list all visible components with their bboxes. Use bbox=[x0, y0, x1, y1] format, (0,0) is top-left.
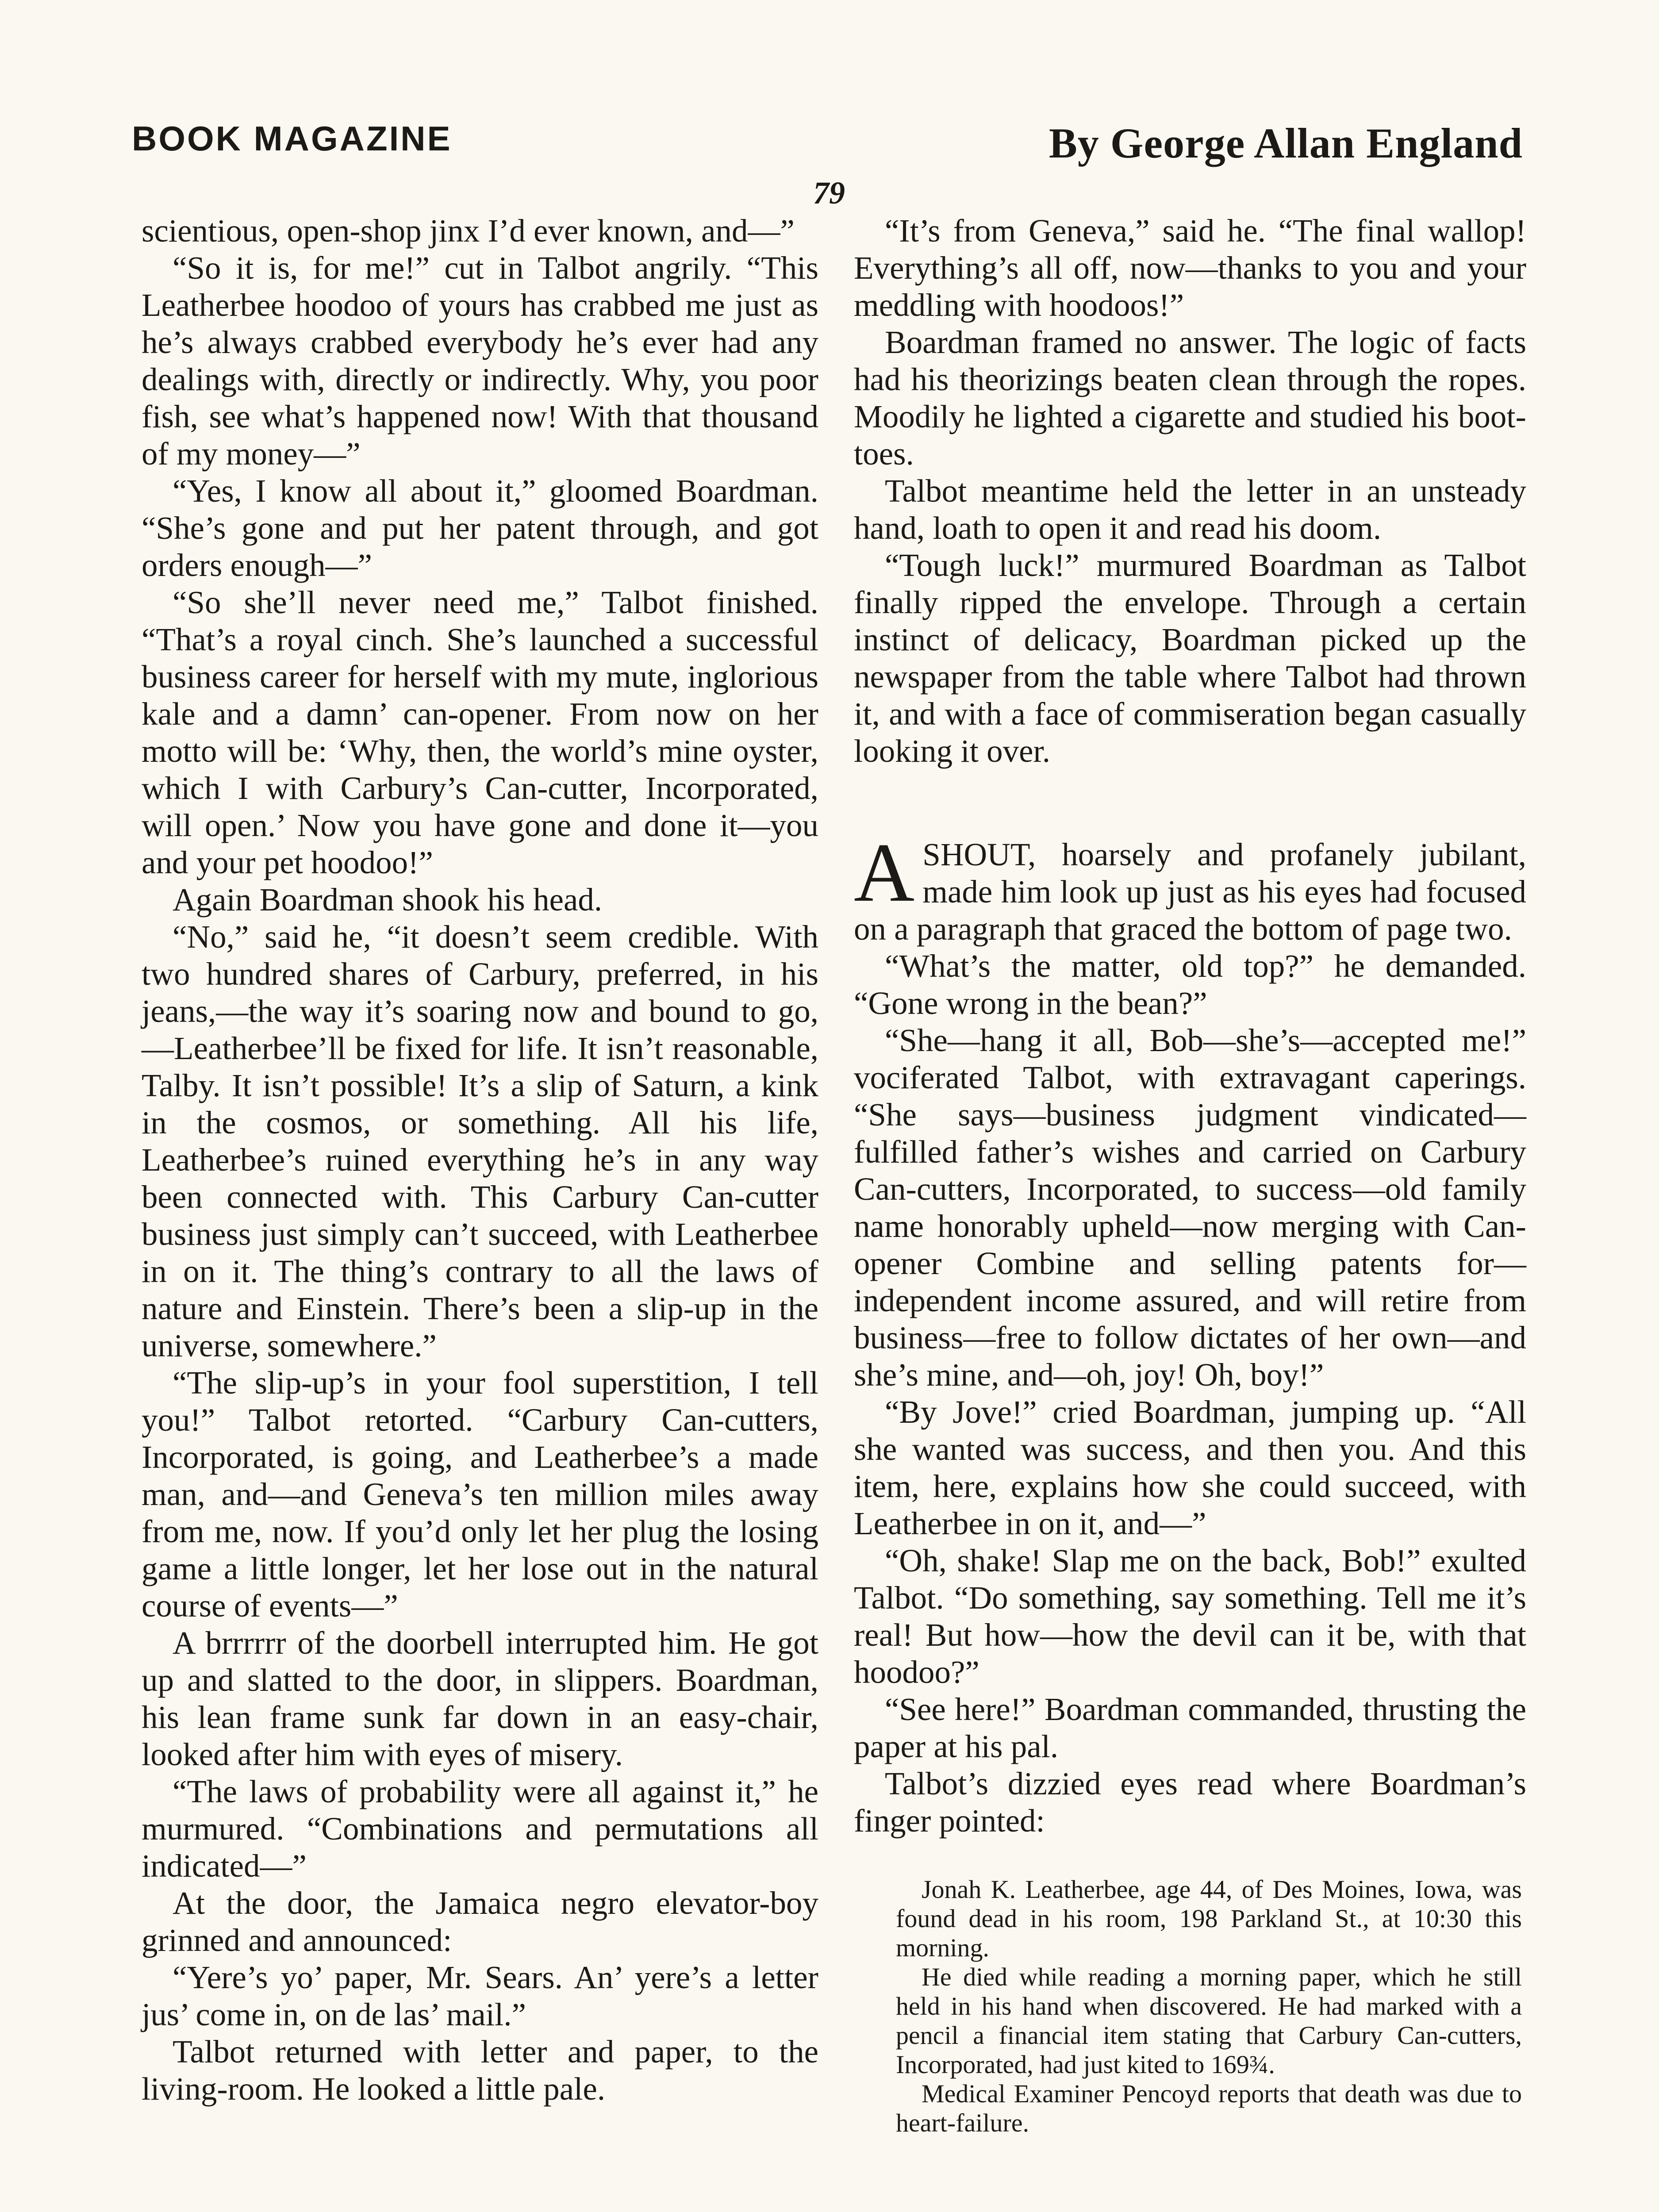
paragraph: Again Boardman shook his head. bbox=[173, 882, 603, 918]
paragraph: “The slip-up’s in your fool superstition, I tell you!” Talbot retorted. “Carbury Can-cutters, Incorporated, is going, and Leatherbee’s a made man, and—and Geneva’s ten million miles away from me, now. If you’d only let her plug the losing game a little longer, let her lose out in the natural course of events—” bbox=[142, 1365, 818, 1624]
right-column bbox=[854, 212, 1526, 2138]
paragraph: At the door, the Jamaica negro elevator-boy grinned and announced: bbox=[142, 1885, 818, 1958]
author-byline: By George Allan England bbox=[1048, 119, 1523, 167]
paragraph: Talbot returned with letter and paper, to the living-room. He looked a little pale. bbox=[142, 2034, 818, 2107]
paragraph: “Yes, I know all about it,” gloomed Boardman. “She’s gone and put her patent through, and got orders enough—” bbox=[142, 473, 818, 583]
section-opening-text: SHOUT, hoarsely and profanely jubilant, made him look up just as his eyes had focused on a paragraph that graced the bottom of page two. bbox=[854, 837, 1526, 947]
paragraph: “See here!” Boardman commanded, thrusting the paper at his pal. bbox=[854, 1691, 1526, 1764]
notice-paragraph: He died while reading a morning paper, which he still held in his hand when discovered. He had marked with a pencil a financial item stating that Carbury Can-cutters, Incorporated, had just kited to 169¾. bbox=[896, 1962, 1522, 2079]
notice-paragraph: Medical Examiner Pencoyd reports that death was due to heart-failure. bbox=[896, 2079, 1522, 2137]
paragraph: “No,” said he, “it doesn’t seem credible. With two hundred shares of Carbury, preferred, in his jeans,—the way it’s soaring now and bound to go,—Leatherbee’ll be fixed for life. It isn’t reasonable, Talby. It isn’t possible! It’s a slip of Saturn, a kink in the cosmos, or something. All his life, Leatherbee’s ruined everything he’s in any way been connected with. This Carbury Can-cutter business just simply can’t succeed, with Leatherbee in on it. The thing’s contrary to all the laws of nature and Einstein. There’s been a slip-up in the universe, somewhere.” bbox=[142, 919, 818, 1363]
paragraph: Talbot meantime held the letter in an unsteady hand, loath to open it and read his doom. bbox=[854, 473, 1526, 546]
magazine-title: BOOK MAGAZINE bbox=[132, 119, 452, 158]
newspaper-notice bbox=[896, 1875, 1522, 2138]
section-break bbox=[854, 770, 1526, 836]
paragraph: scientious, open-shop jinx I’d ever known, and—” bbox=[142, 213, 795, 249]
paragraph: “It’s from Geneva,” said he. “The final wallop! Everything’s all off, now—thanks to you and your meddling with hoodoos!” bbox=[854, 213, 1526, 323]
page-number: 79 bbox=[813, 175, 845, 211]
paragraph: “So it is, for me!” cut in Talbot angrily. “This Leatherbee hoodoo of yours has crabbed me just as he’s always crabbed everybody he’s ever had any dealings with, directly or indirectly. Why, you poor fish, see what’s happened now! With that thousand of my money—” bbox=[142, 250, 818, 472]
paragraph: “Yere’s yo’ paper, Mr. Sears. An’ yere’s a letter jus’ come in, on de las’ mail.” bbox=[142, 1959, 818, 2032]
paragraph: “Oh, shake! Slap me on the back, Bob!” exulted Talbot. “Do something, say something. Tell me it’s real! But how—how the devil can it be, with that hoodoo?” bbox=[854, 1543, 1526, 1690]
left-column bbox=[142, 212, 818, 2108]
paragraph: Talbot’s dizzied eyes read where Boardman’s finger pointed: bbox=[854, 1766, 1526, 1839]
section-opening-paragraph bbox=[854, 826, 1526, 948]
paragraph: “By Jove!” cried Boardman, jumping up. “All she wanted was success, and then you. And this item, here, explains how she could succeed, with Leatherbee in on it, and—” bbox=[854, 1394, 1526, 1541]
paragraph: “So she’ll never need me,” Talbot finished. “That’s a royal cinch. She’s launched a successful business career for herself with my mute, inglorious kale and a damn’ can-opener. From now on her motto will be: ‘Why, then, the world’s mine oyster, which I with Carbury’s Can-cutter, Incorporated, will open.’ Now you have gone and done it—you and your pet hoodoo!” bbox=[142, 584, 818, 880]
paragraph: “She—hang it all, Bob—she’s—accepted me!” vociferated Talbot, with extravagant caperings. “She says—business judgment vindicated—fulfilled father’s wishes and carried on Carbury Can-cutters, Incorporated, to success—old family name honorably upheld—now merging with Can-opener Combine and selling patents for—independent income assured, and will retire from business—free to follow dictates of her own—and she’s mine, and—oh, joy! Oh, boy!” bbox=[854, 1022, 1526, 1393]
paragraph: A brrrrrr of the doorbell interrupted him. He got up and slatted to the door, in slippers. Boardman, his lean frame sunk far down in an easy-chair, looked after him with eyes of misery. bbox=[142, 1625, 818, 1772]
paragraph: “The laws of probability were all against it,” he murmured. “Combinations and permutations all indicated—” bbox=[142, 1774, 818, 1884]
paragraph: Boardman framed no answer. The logic of facts had his theorizings beaten clean through the ropes. Moodily he lighted a cigarette and studied his boot-toes. bbox=[854, 324, 1526, 472]
notice-paragraph: Jonah K. Leatherbee, age 44, of Des Moines, Iowa, was found dead in his room, 198 Parkland St., at 10:30 this morning. bbox=[896, 1875, 1522, 1962]
paragraph: “Tough luck!” murmured Boardman as Talbot finally ripped the envelope. Through a certain instinct of delicacy, Boardman picked up the newspaper from the table where Talbot had thrown it, and with a face of commiseration began casually looking it over. bbox=[854, 547, 1526, 769]
paragraph: “What’s the matter, old top?” he demanded. “Gone wrong in the bean?” bbox=[854, 948, 1526, 1021]
drop-cap: A bbox=[854, 826, 915, 919]
